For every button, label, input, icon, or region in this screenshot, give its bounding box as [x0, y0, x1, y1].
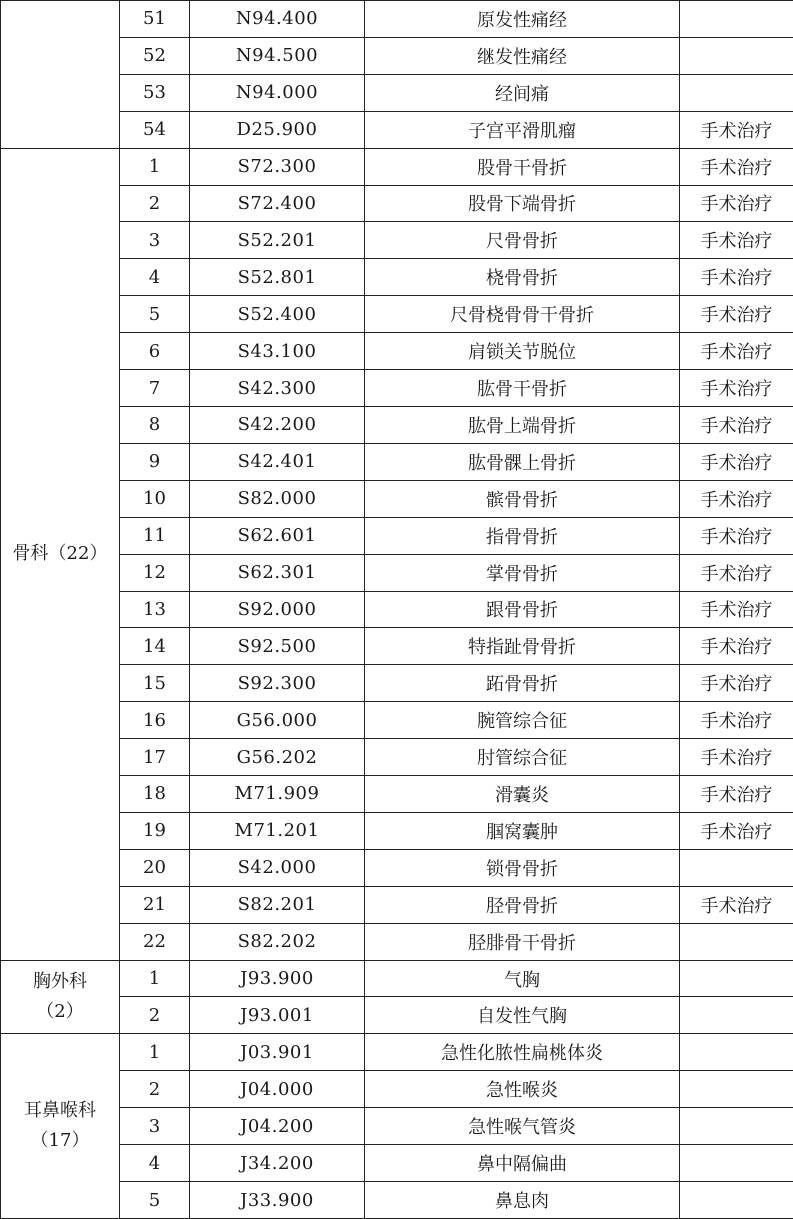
row-number-cell: 8 [120, 406, 190, 443]
icd-code-cell: S52.201 [190, 222, 365, 259]
treatment-cell: 手术治疗 [680, 886, 793, 923]
disease-name-cell: 肱骨髁上骨折 [365, 443, 680, 480]
row-number-cell: 2 [120, 997, 190, 1034]
disease-name-cell: 尺骨骨折 [365, 222, 680, 259]
disease-name-cell: 肘管综合征 [365, 739, 680, 776]
table-row [1, 886, 793, 923]
row-number-cell: 5 [120, 296, 190, 333]
disease-name-cell: 肱骨干骨折 [365, 370, 680, 407]
table-row [1, 776, 793, 813]
row-number-cell: 16 [120, 702, 190, 739]
treatment-cell: 手术治疗 [680, 333, 793, 370]
treatment-cell: 手术治疗 [680, 739, 793, 776]
table-row [1, 443, 793, 480]
disease-name-cell: 鼻息肉 [365, 1182, 680, 1219]
treatment-cell: 手术治疗 [680, 812, 793, 849]
icd-code-cell: S62.301 [190, 554, 365, 591]
icd-code-cell: S82.000 [190, 480, 365, 517]
table-row [1, 1182, 793, 1219]
disease-name-cell: 子宫平滑肌瘤 [365, 111, 680, 148]
row-number-cell: 6 [120, 333, 190, 370]
table-row [1, 923, 793, 960]
treatment-cell: 手术治疗 [680, 406, 793, 443]
table-row [1, 665, 793, 702]
disease-name-cell: 急性化脓性扁桃体炎 [365, 1034, 680, 1071]
treatment-cell [680, 74, 793, 111]
table-row [1, 591, 793, 628]
row-number-cell: 17 [120, 739, 190, 776]
department-cell [1, 960, 120, 1034]
icd-code-cell: S42.401 [190, 443, 365, 480]
treatment-cell [680, 849, 793, 886]
icd-code-cell: S62.601 [190, 517, 365, 554]
row-number-cell: 4 [120, 1145, 190, 1182]
disease-name-cell: 桡骨骨折 [365, 259, 680, 296]
icd-code-cell: S42.000 [190, 849, 365, 886]
treatment-cell: 手术治疗 [680, 185, 793, 222]
disease-name-cell: 尺骨桡骨骨干骨折 [365, 296, 680, 333]
disease-name-cell: 腘窝囊肿 [365, 812, 680, 849]
row-number-cell: 1 [120, 960, 190, 997]
icd-code-cell: M71.909 [190, 776, 365, 813]
disease-name-cell: 胫骨骨折 [365, 886, 680, 923]
icd-code-cell: D25.900 [190, 111, 365, 148]
table-row [1, 1108, 793, 1145]
table-row [1, 406, 793, 443]
table-row [1, 1145, 793, 1182]
disease-name-cell: 鼻中隔偏曲 [365, 1145, 680, 1182]
treatment-cell [680, 1, 793, 38]
icd-code-cell: N94.400 [190, 1, 365, 38]
icd-code-cell: J04.000 [190, 1071, 365, 1108]
row-number-cell: 14 [120, 628, 190, 665]
row-number-cell: 21 [120, 886, 190, 923]
table-row [1, 74, 793, 111]
table-row [1, 296, 793, 333]
icd-code-cell: S72.300 [190, 148, 365, 185]
row-number-cell: 9 [120, 443, 190, 480]
icd-code-cell: S42.300 [190, 370, 365, 407]
disease-name-cell: 腕管综合征 [365, 702, 680, 739]
icd-code-cell: J34.200 [190, 1145, 365, 1182]
department-label: 骨科（22） [12, 543, 108, 565]
icd-code-cell: S92.500 [190, 628, 365, 665]
row-number-cell: 7 [120, 370, 190, 407]
table-row [1, 222, 793, 259]
icd-code-cell: S52.801 [190, 259, 365, 296]
icd-code-cell: S72.400 [190, 185, 365, 222]
treatment-cell [680, 923, 793, 960]
icd-code-cell: N94.000 [190, 74, 365, 111]
disease-name-cell: 胫腓骨干骨折 [365, 923, 680, 960]
row-number-cell: 13 [120, 591, 190, 628]
row-number-cell: 22 [120, 923, 190, 960]
disease-name-cell: 锁骨骨折 [365, 849, 680, 886]
row-number-cell: 51 [120, 1, 190, 38]
icd-code-cell: G56.000 [190, 702, 365, 739]
table-body [1, 1, 793, 1219]
row-number-cell: 11 [120, 517, 190, 554]
row-number-cell: 2 [120, 185, 190, 222]
department-cell [1, 148, 120, 960]
row-number-cell: 12 [120, 554, 190, 591]
table-row [1, 1071, 793, 1108]
department-label: 耳鼻喉科 [24, 1100, 96, 1122]
disease-name-cell: 股骨下端骨折 [365, 185, 680, 222]
table-row [1, 702, 793, 739]
table-row [1, 517, 793, 554]
treatment-cell: 手术治疗 [680, 554, 793, 591]
disease-name-cell: 跖骨骨折 [365, 665, 680, 702]
disease-name-cell: 继发性痛经 [365, 37, 680, 74]
table-row [1, 185, 793, 222]
icd-code-cell: S52.400 [190, 296, 365, 333]
table-row [1, 628, 793, 665]
table-row [1, 849, 793, 886]
table-row [1, 554, 793, 591]
disease-name-cell: 急性喉炎 [365, 1071, 680, 1108]
row-number-cell: 10 [120, 480, 190, 517]
row-number-cell: 4 [120, 259, 190, 296]
table-row [1, 812, 793, 849]
row-number-cell: 19 [120, 812, 190, 849]
department-cell [1, 1, 120, 149]
treatment-cell [680, 1108, 793, 1145]
row-number-cell: 20 [120, 849, 190, 886]
table-row [1, 148, 793, 185]
icd-code-cell: G56.202 [190, 739, 365, 776]
row-number-cell: 52 [120, 37, 190, 74]
treatment-cell: 手术治疗 [680, 665, 793, 702]
treatment-cell: 手术治疗 [680, 296, 793, 333]
row-number-cell: 5 [120, 1182, 190, 1219]
icd-code-cell: N94.500 [190, 37, 365, 74]
icd-code-cell: S43.100 [190, 333, 365, 370]
disease-name-cell: 经间痛 [365, 74, 680, 111]
department-label: 胸外科 [33, 970, 87, 992]
row-number-cell: 15 [120, 665, 190, 702]
icd-code-cell: J33.900 [190, 1182, 365, 1219]
treatment-cell [680, 960, 793, 997]
department-label: （17） [30, 1130, 90, 1152]
table-row [1, 259, 793, 296]
icd-code-cell: S42.200 [190, 406, 365, 443]
treatment-cell: 手术治疗 [680, 370, 793, 407]
icd-code-cell: J04.200 [190, 1108, 365, 1145]
disease-name-cell: 急性喉气管炎 [365, 1108, 680, 1145]
treatment-cell: 手术治疗 [680, 591, 793, 628]
row-number-cell: 1 [120, 148, 190, 185]
table-row [1, 1, 793, 38]
row-number-cell: 3 [120, 222, 190, 259]
treatment-cell: 手术治疗 [680, 148, 793, 185]
row-number-cell: 1 [120, 1034, 190, 1071]
treatment-cell [680, 1034, 793, 1071]
table-row [1, 333, 793, 370]
treatment-cell: 手术治疗 [680, 517, 793, 554]
treatment-cell: 手术治疗 [680, 628, 793, 665]
disease-name-cell: 跟骨骨折 [365, 591, 680, 628]
table-row [1, 111, 793, 148]
icd-code-cell: M71.201 [190, 812, 365, 849]
treatment-cell [680, 1071, 793, 1108]
treatment-cell [680, 1145, 793, 1182]
disease-name-cell: 肱骨上端骨折 [365, 406, 680, 443]
disease-name-cell: 气胸 [365, 960, 680, 997]
row-number-cell: 53 [120, 74, 190, 111]
disease-name-cell: 股骨干骨折 [365, 148, 680, 185]
treatment-cell: 手术治疗 [680, 259, 793, 296]
disease-name-cell: 原发性痛经 [365, 1, 680, 38]
treatment-cell: 手术治疗 [680, 111, 793, 148]
table-row [1, 960, 793, 997]
row-number-cell: 54 [120, 111, 190, 148]
table-row [1, 1034, 793, 1071]
disease-name-cell: 掌骨骨折 [365, 554, 680, 591]
icd-code-cell: S82.201 [190, 886, 365, 923]
treatment-cell: 手术治疗 [680, 776, 793, 813]
row-number-cell: 18 [120, 776, 190, 813]
treatment-cell: 手术治疗 [680, 702, 793, 739]
disease-name-cell: 髌骨骨折 [365, 480, 680, 517]
treatment-cell: 手术治疗 [680, 222, 793, 259]
treatment-cell [680, 1182, 793, 1219]
department-label: （2） [36, 1000, 84, 1022]
icd-code-cell: J03.901 [190, 1034, 365, 1071]
disease-name-cell: 滑囊炎 [365, 776, 680, 813]
table-row [1, 739, 793, 776]
treatment-cell [680, 997, 793, 1034]
disease-name-cell: 自发性气胸 [365, 997, 680, 1034]
table-row [1, 997, 793, 1034]
table-row [1, 480, 793, 517]
row-number-cell: 2 [120, 1071, 190, 1108]
disease-name-cell: 肩锁关节脱位 [365, 333, 680, 370]
treatment-cell: 手术治疗 [680, 443, 793, 480]
treatment-cell [680, 37, 793, 74]
treatment-cell: 手术治疗 [680, 480, 793, 517]
icd-code-cell: J93.001 [190, 997, 365, 1034]
disease-name-cell: 特指趾骨骨折 [365, 628, 680, 665]
icd-code-cell: S92.300 [190, 665, 365, 702]
icd-code-cell: J93.900 [190, 960, 365, 997]
department-cell [1, 1034, 120, 1219]
icd-code-cell: S92.000 [190, 591, 365, 628]
table-row [1, 370, 793, 407]
row-number-cell: 3 [120, 1108, 190, 1145]
table-row [1, 37, 793, 74]
disease-name-cell: 指骨骨折 [365, 517, 680, 554]
icd-code-cell: S82.202 [190, 923, 365, 960]
